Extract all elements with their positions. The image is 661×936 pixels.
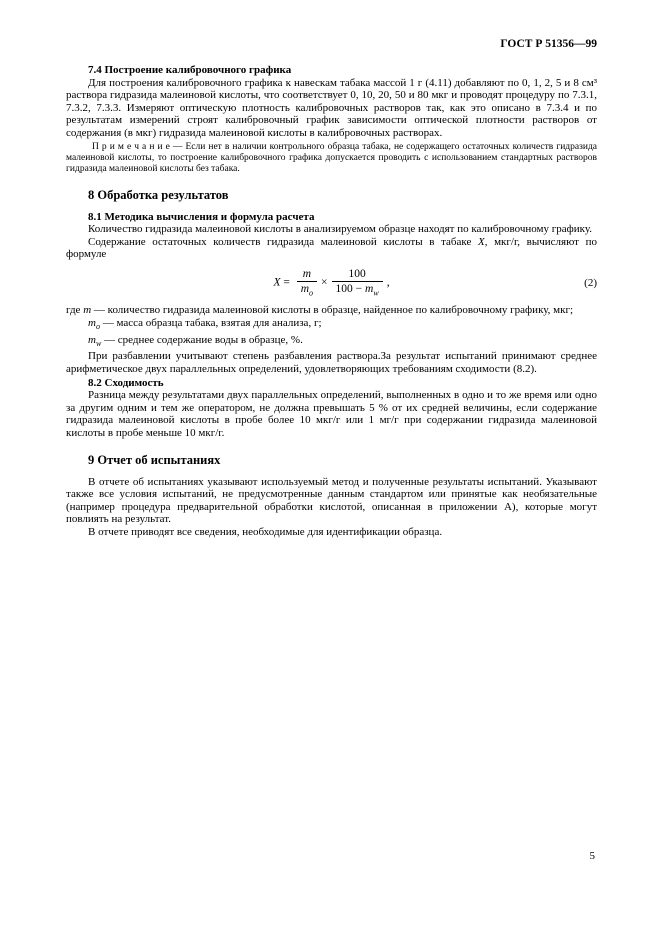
formula-f2-den-sub: w [373,288,379,298]
heading-8: 8 Обработка результатов [88,187,229,202]
formula-equals: = [280,276,293,289]
heading-7-4: 7.4 Построение калибровочного графика [88,64,292,76]
note-7-4: П р и м е ч а н и е — Если нет в наличии контрольного образца табака, не содержащего остаточных количеств гидразида малеиновой кислоты, то построение калибровочного графика допускается проводить с использованием стандартных растворов гидразида малеиновой кислоты без табака. [66,141,597,174]
heading-9: 9 Отчет об испытаниях [88,452,221,467]
formula-f1-den-sub: o [309,288,314,298]
where-item-mo [88,317,597,334]
paragraph-7-4: Для построения калибровочного графика к навескам табака массой 1 г (4.11) добавляют по 0, 1, 2, 5 и 8 см³ раствора гидразида малеиновой кислоты, что соответствует 0, 10, 20, 50 и 80 мкг и проводят процедуру по 7.3.1, 7.3.2, 7.3.3. Измеряют оптическую плотность калибровочных растворов так, как это описано в 7.3.4 и по результатам измерений строят калибровочный график зависимости оптической плотности растворов от содержания (в мкг) гидразида малеиновой кислоты в калибровочных растворах. [66,76,597,139]
formula-fraction-2 [332,268,383,297]
equation-number: (2) [584,276,597,289]
variable-mo-sub: o [95,322,100,332]
paragraph-9-b: В отчете приводят все сведения, необходимые для идентификации образца. [88,525,443,538]
paragraph-8-1-b [66,236,597,261]
variable-mw-sub: w [95,338,102,348]
heading-8-1: 8.1 Методика вычисления и формула расчета [88,210,315,223]
formula-fraction-1 [297,268,317,297]
variable-mw: m [88,333,96,346]
formula-comma: , [386,276,390,289]
paragraph-8-1-c: При разбавлении учитывают степень разбавления раствора.За результат испытаний принимают среднее арифметическое двух параллельных определений, удовлетворяющих требованиям сходимости (8.2). [66,350,597,375]
formula-times: × [321,276,328,289]
variable-mo: m [88,316,96,329]
formula-f1-num: m [302,267,312,280]
formula-2 [66,268,597,297]
doc-code-header: ГОСТ Р 51356—99 [500,38,597,50]
paragraph-8-1-a: Количество гидразида малеиновой кислоты в анализируемом образце находят по калибровочному графику. [88,223,592,236]
where-list [66,304,597,350]
paragraph-8-2: Разница между результатами двух параллельных определений, выполненных в одно и то же время или одно за другим одним и тем же оператором, не должна превышать 5 % от их средней величины, если содержание гидразида малеиновой кислоты в пробе более 10 мкг/г или 1 мг/г при содержании гидразида малеиновой кислоты в пробе меньше 10 мкг/г. [66,389,597,439]
formula-lhs: X [273,276,281,289]
where-item-mo-text: — масса образца табака, взятая для анализа, г; [99,316,322,329]
where-intro: где [66,304,84,317]
formula-f2-den-pre: 100 − [335,282,366,295]
where-item-m [66,304,597,317]
formula-f1-den: m [300,282,310,295]
formula-f2-den-var: m [365,282,374,295]
heading-8-2: 8.2 Сходимость [88,376,164,389]
where-item-mw-text: — среднее содержание воды в образце, %. [101,333,303,346]
where-item-m-text: — количество гидразида малеиновой кислоты в образце, найденное по калибровочному графику, мкг; [91,304,574,317]
page-number: 5 [589,850,595,862]
variable-m: m [83,304,92,317]
variable-x: X [477,235,485,248]
paragraph-8-1-b-post: , мкг/г, вычисляют по формуле [66,235,597,261]
paragraph-8-1-b-pre: Содержание остаточных количеств гидразида малеиновой кислоты в табаке [88,235,478,248]
where-item-mw [88,334,597,351]
paragraph-9-a: В отчете об испытаниях указывают используемый метод и полученные результаты испытаний. Указывают также все условия испытаний, не предусмотренные данным стандартом или принятые как необязательные (например процедура предварительной обработки кислотой, описанная в приложении А), которые могут повлиять на результат. [66,475,597,526]
formula-f2-num: 100 [332,268,383,282]
